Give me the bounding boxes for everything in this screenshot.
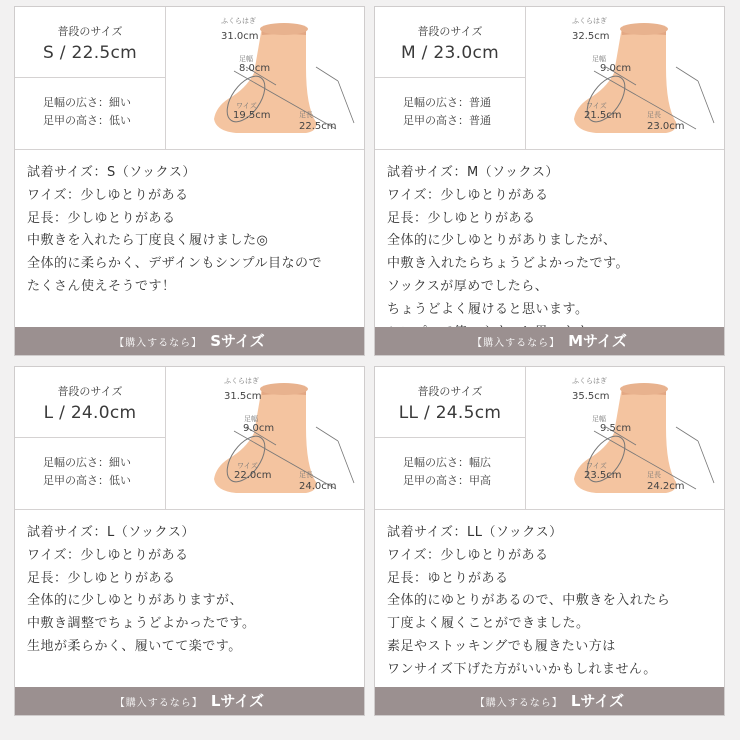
usual-size-value: L / 24.0cm — [43, 403, 137, 423]
review-text — [387, 522, 717, 682]
length-label: 足長 — [647, 471, 661, 479]
foot-shape-cell — [375, 78, 526, 149]
calf-label: ふくらはぎ — [224, 377, 259, 385]
length-label: 足長 — [647, 111, 661, 119]
usual-size-value: S / 22.5cm — [42, 43, 138, 63]
review-line: 足長：ゆとりがある — [387, 570, 509, 586]
instep-height-line: 足甲の高さ：低い — [43, 114, 131, 127]
review-line: 生地が柔らかく、履いてて楽です。 — [27, 638, 242, 654]
ankle-value: 8.0cm — [239, 63, 271, 74]
wise-label: ワイズ — [236, 102, 257, 110]
usual-size-caption: 普段のサイズ — [417, 25, 483, 38]
foot-width-line: 足幅の広さ：幅広 — [403, 456, 491, 469]
buy-prefix: 【購入するなら】 — [114, 698, 203, 709]
buy-size-bar — [375, 327, 724, 355]
review-line: 試着サイズ：LL（ソックス） — [387, 525, 563, 540]
calf-value: 31.0cm — [221, 31, 259, 42]
review-line: ワイズ：少しゆとりがある — [27, 187, 189, 203]
foot-shape-cell — [375, 438, 526, 509]
usual-size-cell — [15, 367, 166, 438]
card-header-grid — [375, 7, 724, 150]
wise-label: ワイズ — [586, 462, 607, 470]
buy-size-bar — [15, 327, 364, 355]
review-line: 試着サイズ：L（ソックス） — [27, 525, 195, 540]
ankle-value: 9.0cm — [243, 423, 275, 434]
size-review-card-s — [14, 6, 365, 356]
review-line: 中敷きを入れたら丁度良く履けました◎ — [27, 233, 269, 249]
review-line: ワンサイズ下げた方がいいかもしれません。 — [387, 661, 657, 677]
instep-height-line: 足甲の高さ：甲高 — [403, 474, 491, 487]
length-value: 24.0cm — [299, 481, 337, 492]
card-header-grid — [375, 367, 724, 510]
ankle-value: 9.5cm — [600, 423, 632, 434]
review-text — [27, 162, 357, 299]
usual-size-caption: 普段のサイズ — [57, 25, 123, 38]
wise-value: 23.5cm — [584, 470, 622, 481]
ankle-label: 足幅 — [592, 55, 606, 63]
foot-measurement-diagram — [166, 367, 364, 509]
foot-width-line: 足幅の広さ：普通 — [403, 96, 491, 109]
foot-measurement-diagram — [166, 7, 364, 149]
size-review-card-l — [14, 366, 365, 716]
buy-prefix: 【購入するなら】 — [114, 338, 203, 349]
buy-prefix: 【購入するなら】 — [472, 338, 561, 349]
foot-shape-cell — [15, 438, 166, 509]
length-value: 22.5cm — [299, 121, 337, 132]
review-line: 中敷き調整でちょうどよかったです。 — [27, 616, 256, 632]
wise-value: 21.5cm — [584, 110, 622, 121]
usual-size-value: LL / 24.5cm — [398, 403, 502, 423]
wise-label: ワイズ — [237, 462, 258, 470]
usual-size-caption: 普段のサイズ — [417, 385, 483, 398]
length-label: 足長 — [299, 471, 313, 479]
review-line: 全体的に少しゆとりがありますが、 — [27, 593, 244, 609]
review-line: 素足やストッキングでも履きたい方は — [387, 638, 616, 654]
buy-size: Mサイズ — [568, 332, 627, 350]
length-label: 足長 — [299, 111, 313, 119]
review-line: 足長：少しゆとりがある — [27, 570, 176, 586]
ankle-label: 足幅 — [239, 55, 253, 63]
wise-value: 22.0cm — [234, 470, 272, 481]
size-review-card-ll — [374, 366, 725, 716]
buy-size: Sサイズ — [210, 332, 265, 350]
length-value: 24.2cm — [647, 481, 685, 492]
foot-measurement-diagram — [526, 7, 724, 149]
wise-label: ワイズ — [586, 102, 607, 110]
length-value: 23.0cm — [647, 121, 685, 132]
foot-illustration — [526, 367, 724, 509]
buy-size-bar — [15, 687, 364, 715]
card-header-grid — [15, 7, 364, 150]
buy-size: Lサイズ — [570, 692, 625, 710]
calf-label: ふくらはぎ — [221, 17, 256, 25]
size-review-card-m — [374, 6, 725, 356]
review-line: 中敷き入れたらちょうどよかったです。 — [387, 256, 629, 272]
review-line: 足長：少しゆとりがある — [27, 210, 176, 226]
ankle-value: 9.0cm — [600, 63, 632, 74]
review-line: 試着サイズ：M（ソックス） — [387, 165, 559, 180]
calf-value: 31.5cm — [224, 391, 262, 402]
review-line: ワイズ：少しゆとりがある — [387, 187, 549, 203]
review-line: 全体的に少しゆとりがありましたが、 — [387, 233, 617, 249]
instep-height-line: 足甲の高さ：低い — [43, 474, 131, 487]
foot-illustration — [526, 7, 724, 149]
usual-size-cell — [15, 7, 166, 78]
ankle-label: 足幅 — [244, 415, 258, 423]
review-line: ワイズ：少しゆとりがある — [387, 547, 549, 563]
review-line: たくさん使えそうです！ — [27, 278, 176, 294]
review-line: 丁度よく履くことができました。 — [387, 616, 590, 632]
usual-size-cell — [375, 367, 526, 438]
calf-value: 32.5cm — [572, 31, 610, 42]
card-header-grid — [15, 367, 364, 510]
foot-width-line: 足幅の広さ：細い — [43, 456, 131, 469]
buy-size: Lサイズ — [210, 692, 265, 710]
ankle-label: 足幅 — [592, 415, 606, 423]
usual-size-value: M / 23.0cm — [401, 43, 499, 63]
foot-measurement-diagram — [526, 367, 724, 509]
review-line: 全体的に柔らかく、デザインもシンプル目なので — [27, 256, 322, 272]
calf-value: 35.5cm — [572, 391, 610, 402]
review-line: ソックスが厚めでしたら、 — [387, 278, 549, 294]
review-line: 足長：少しゆとりがある — [387, 210, 536, 226]
instep-height-line: 足甲の高さ：普通 — [403, 114, 491, 127]
review-line: ちょうどよく履けると思います。 — [387, 301, 589, 317]
usual-size-caption: 普段のサイズ — [57, 385, 123, 398]
usual-size-cell — [375, 7, 526, 78]
review-text — [387, 162, 717, 344]
calf-label: ふくらはぎ — [572, 377, 607, 385]
wise-value: 19.5cm — [233, 110, 271, 121]
foot-shape-cell — [15, 78, 166, 149]
review-line: ワイズ：少しゆとりがある — [27, 547, 189, 563]
buy-prefix: 【購入するなら】 — [474, 698, 563, 709]
review-line: 試着サイズ：S（ソックス） — [27, 165, 196, 180]
foot-width-line: 足幅の広さ：細い — [43, 96, 131, 109]
review-text — [27, 522, 357, 659]
buy-size-bar — [375, 687, 724, 715]
calf-label: ふくらはぎ — [572, 17, 607, 25]
review-line: 全体的にゆとりがあるので、中敷きを入れたら — [387, 593, 671, 609]
